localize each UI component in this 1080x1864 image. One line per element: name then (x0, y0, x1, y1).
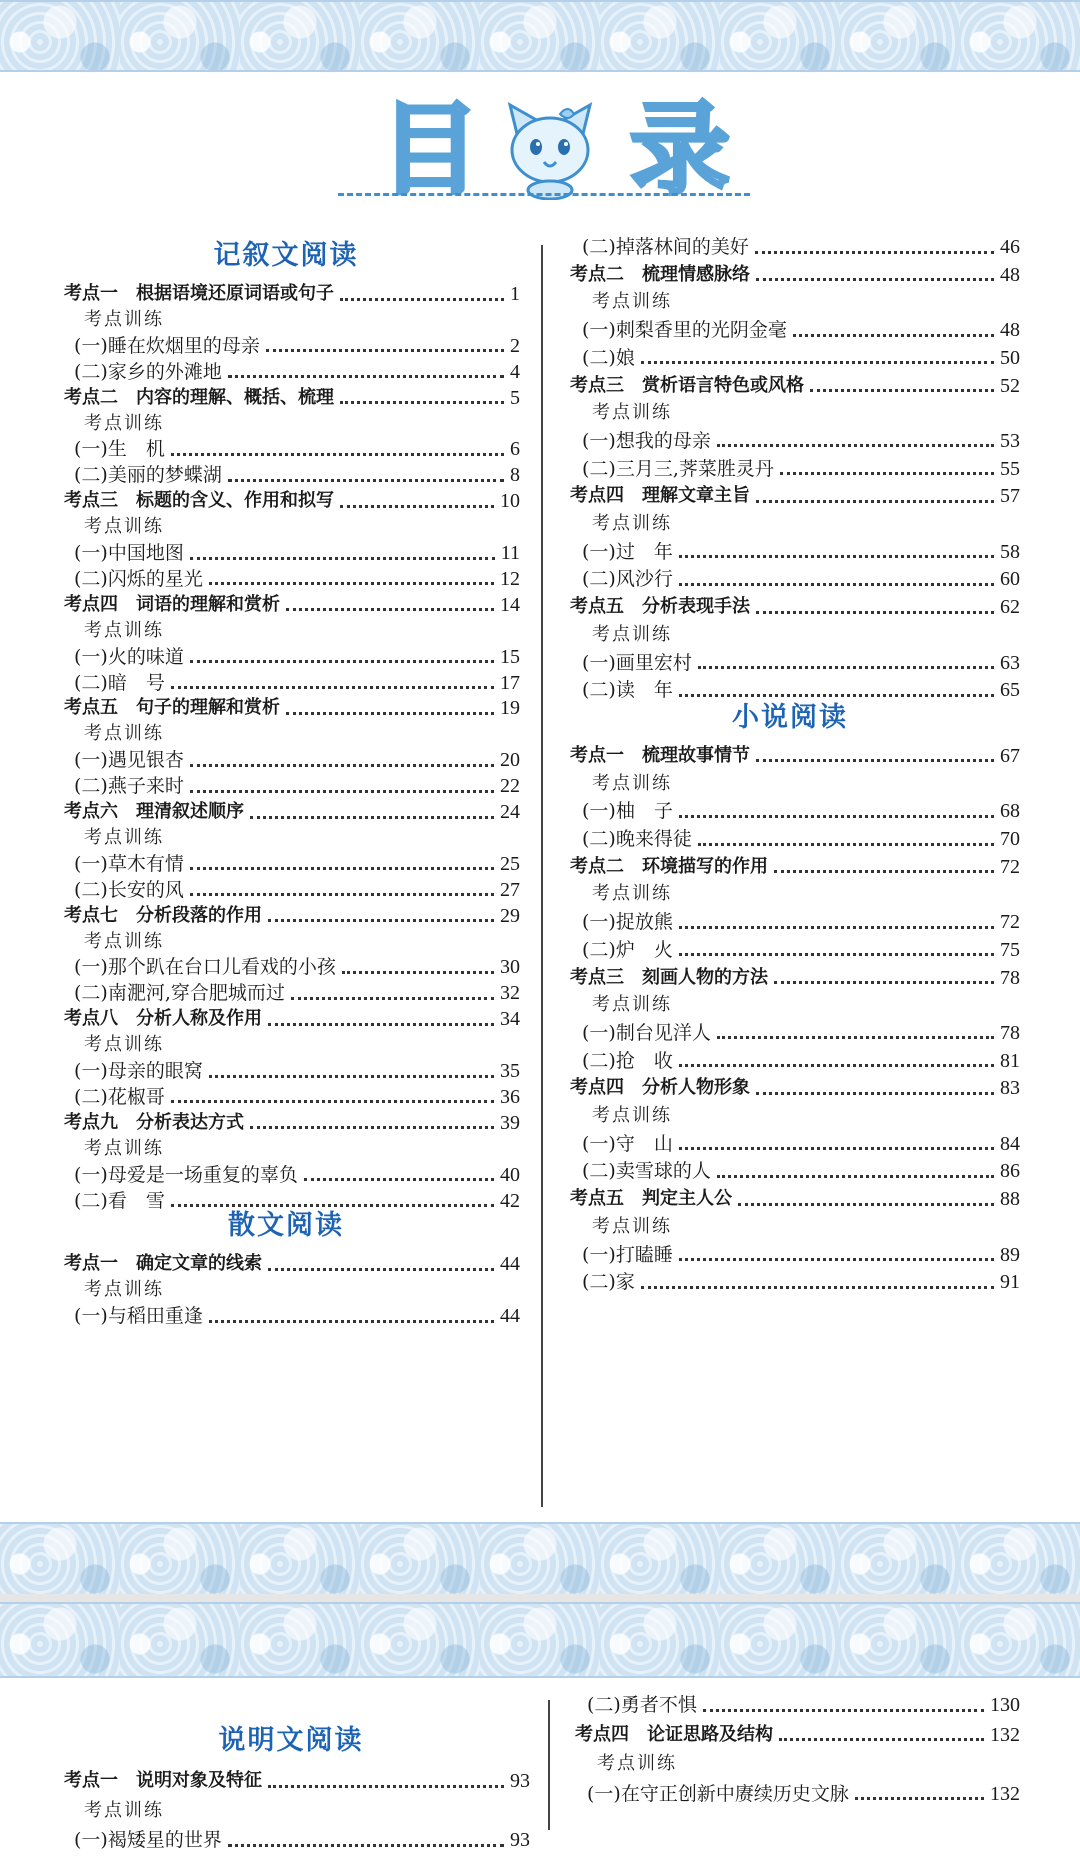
toc-entry-title: 考点五 分析表现手法 (570, 596, 750, 618)
toc-entry-title: (一)画里宏村 (582, 651, 692, 674)
toc-entry-title: 考点训练 (84, 308, 164, 330)
toc-entry-title: 考点三 标题的含义、作用和拟写 (64, 490, 334, 512)
toc-entry-title: (一)母亲的眼窝 (74, 1060, 203, 1082)
toc-entry-title: 考点六 理清叙述顺序 (64, 801, 244, 822)
toc-entry-title: (一)捉放熊 (582, 911, 673, 934)
toc-page-number: 2 (510, 334, 520, 357)
toc-entry-title: 考点训练 (592, 1105, 672, 1126)
section-heading: 散文阅读 (228, 1210, 344, 1242)
toc-page-number: 5 (510, 386, 520, 409)
dot-leader (171, 1098, 494, 1103)
section-heading: 小说阅读 (732, 701, 848, 733)
toc-page-number: 63 (1000, 651, 1020, 674)
dot-leader (171, 684, 494, 689)
dot-leader (268, 917, 494, 922)
toc-entry-title: (一)刺梨香里的光阴金毫 (582, 319, 787, 342)
toc-entry-title: (二)三月三,荠菜胜灵丹 (582, 457, 774, 480)
toc-entry-title: 考点九 分析表达方式 (64, 1111, 244, 1133)
title-char-lu: 录 (630, 91, 730, 208)
toc-page-number: 32 (500, 982, 520, 1005)
toc-entry-title: 考点训练 (592, 994, 672, 1016)
toc-page-number: 52 (1000, 374, 1020, 397)
toc-page-number: 36 (500, 1085, 520, 1108)
dot-leader (679, 553, 994, 558)
dot-leader (286, 710, 494, 715)
dot-leader (717, 442, 994, 447)
toc-page-number: 34 (500, 1008, 520, 1031)
dot-leader (190, 762, 494, 767)
toc-entry-title: (一)想我的母亲 (582, 429, 711, 452)
toc-entry-title: 考点训练 (84, 516, 164, 538)
dot-leader (679, 924, 994, 929)
toc-page-number: 89 (1000, 1243, 1020, 1266)
toc-entry-title: (一)过 年 (582, 540, 673, 563)
toc-entry[interactable] (74, 1299, 520, 1333)
toc-entry-title: (二)娘 (582, 346, 635, 369)
toc-entry-title: 考点训练 (84, 412, 164, 434)
toc-page-number: 83 (1000, 1077, 1020, 1100)
toc-entry-title: 考点训练 (592, 623, 672, 645)
toc-page-number: 81 (1000, 1049, 1020, 1072)
toc-entry-title: (二)掉落林间的美好 (582, 236, 749, 258)
title-dash-underline (338, 193, 750, 196)
toc-entry-title: 考点训练 (592, 772, 672, 794)
toc-page-number: 57 (1000, 485, 1020, 508)
toc-entry-title: 考点二 环境描写的作用 (570, 855, 768, 877)
second-page-band (0, 1602, 1080, 1678)
toc-page-number: 65 (1000, 679, 1020, 702)
bottom-decorative-band (0, 1522, 1080, 1596)
toc-page-number: 20 (500, 749, 520, 772)
toc-page-number: 12 (500, 567, 520, 590)
toc-entry[interactable] (582, 1265, 1020, 1299)
column-divider (541, 245, 543, 1507)
toc-page-number: 39 (500, 1111, 520, 1134)
toc-entry[interactable] (74, 1823, 530, 1857)
toc-entry-title: (二)长安的风 (74, 878, 184, 901)
toc-page-number: 88 (1000, 1188, 1020, 1211)
toc-page-number: 44 (500, 1305, 520, 1328)
dot-leader (717, 1173, 994, 1178)
toc-page-number: 11 (500, 542, 520, 564)
toc-entry-title: 考点训练 (84, 619, 164, 641)
toc-entry-title: (一)与稻田重逢 (74, 1305, 203, 1328)
toc-page-number: 70 (1000, 828, 1020, 850)
dot-leader (342, 969, 494, 974)
toc-page-number: 68 (1000, 800, 1020, 823)
toc-page-number: 17 (500, 671, 520, 694)
dot-leader (209, 580, 494, 585)
toc-page-number: 62 (1000, 596, 1020, 619)
toc-page-number: 25 (500, 852, 520, 875)
toc-page-number: 55 (1000, 457, 1020, 480)
toc-entry-title: 考点训练 (84, 1279, 164, 1301)
toc-page-number: 86 (1000, 1160, 1020, 1183)
dot-leader (779, 1736, 984, 1741)
toc-entry-title: 考点四 分析人物形象 (570, 1077, 750, 1099)
toc-page-number: 130 (990, 1694, 1020, 1716)
toc-page-number: 19 (500, 697, 520, 720)
toc-entry-title: (二)燕子来时 (74, 775, 184, 798)
toc-entry-title: 考点三 赏析语言特色或风格 (570, 374, 804, 396)
dot-leader (679, 1145, 994, 1150)
dot-leader (756, 757, 994, 762)
toc-entry-title: (一)睡在炊烟里的母亲 (74, 334, 260, 357)
dot-leader (268, 1266, 494, 1271)
toc-entry-title: (一)在守正创新中赓续历史文脉 (587, 1782, 849, 1805)
toc-entry-title: 考点一 说明对象及特征 (64, 1770, 262, 1791)
dot-leader (190, 555, 495, 560)
page2-column-divider (548, 1700, 550, 1830)
toc-entry-title: (二)美丽的梦蝶湖 (74, 464, 222, 487)
dot-leader (171, 451, 504, 456)
cat-mascot-icon (500, 100, 600, 200)
toc-page-number: 27 (500, 878, 520, 901)
dot-leader (286, 606, 494, 611)
dot-leader (679, 581, 994, 586)
toc-entry-title: 考点八 分析人称及作用 (64, 1008, 262, 1030)
dot-leader (340, 399, 504, 404)
toc-entry-title: 考点五 判定主人公 (570, 1188, 732, 1210)
dot-leader (698, 664, 994, 669)
page-separator (0, 1594, 1080, 1602)
toc-entry-title: (二)闪烁的星光 (74, 567, 203, 590)
toc-entry-title: (二)读 年 (582, 679, 673, 702)
toc-page-number: 4 (510, 360, 520, 383)
dot-leader (268, 1021, 494, 1026)
toc-entry-title: (一)遇见银杏 (74, 749, 184, 772)
toc-page-number: 53 (1000, 429, 1020, 452)
toc-page-number: 6 (510, 438, 520, 461)
toc-entry-title: 考点一 确定文章的线索 (64, 1253, 262, 1275)
toc-page-number: 48 (1000, 263, 1020, 286)
toc-page-number: 132 (990, 1723, 1020, 1746)
toc-page-number: 15 (500, 645, 520, 668)
toc-entry-title: 考点训练 (592, 1215, 672, 1237)
section-heading: 记叙文阅读 (213, 240, 359, 271)
section-heading: 说明文阅读 (218, 1725, 364, 1756)
toc-entry-title: (一)守 山 (582, 1132, 673, 1155)
toc-page-number: 35 (500, 1060, 520, 1082)
toc-page-number: 14 (500, 593, 520, 616)
toc-entry-title: 考点三 刻画人物的方法 (570, 966, 768, 988)
title-char-mu: 目 (380, 91, 480, 208)
toc-entry[interactable] (587, 1777, 1020, 1811)
dot-leader (698, 841, 994, 846)
toc-entry-title: 考点训练 (84, 1137, 164, 1159)
toc-page-number: 40 (500, 1163, 520, 1186)
dot-leader (190, 658, 494, 663)
dot-leader (190, 788, 494, 793)
toc-entry-title: (一)火的味道 (74, 645, 184, 668)
toc-page-number: 78 (1000, 1021, 1020, 1044)
toc-page-number: 93 (510, 1829, 530, 1851)
dot-leader (774, 868, 994, 873)
toc-entry-title: (一)那个趴在台口儿看戏的小孩 (74, 956, 336, 979)
toc-page-number: 58 (1000, 540, 1020, 563)
toc-entry-title: 考点训练 (84, 723, 164, 745)
dot-leader (250, 814, 494, 819)
dot-leader (679, 813, 994, 818)
toc-page-number: 46 (1000, 236, 1020, 258)
toc-entry-title: 考点训练 (592, 291, 672, 313)
toc-entry-title: (一)褐矮星的世界 (74, 1829, 222, 1851)
dot-leader (268, 1783, 504, 1788)
dot-leader (228, 477, 504, 482)
toc-page-number: 42 (500, 1189, 520, 1212)
dot-leader (190, 865, 494, 870)
toc-entry-title: (二)家 (582, 1271, 635, 1294)
toc-page-number: 91 (1000, 1271, 1020, 1294)
dot-leader (641, 1284, 994, 1289)
toc-page-number: 72 (1000, 855, 1020, 878)
dot-leader (250, 1124, 494, 1129)
toc-page-number: 67 (1000, 744, 1020, 767)
dot-leader (756, 498, 994, 503)
toc-entry-title: (二)花椒哥 (74, 1085, 165, 1108)
dot-leader (209, 1318, 494, 1323)
dot-leader (291, 995, 494, 1000)
toc-entry-title: 考点四 理解文章主旨 (570, 485, 750, 507)
dot-leader (304, 1176, 494, 1181)
dot-leader (340, 296, 504, 301)
toc-entry-title: (一)母爱是一场重复的辜负 (74, 1163, 298, 1186)
dot-leader (190, 891, 494, 896)
toc-entry-title: 考点训练 (592, 883, 672, 905)
dot-leader (703, 1707, 984, 1712)
dot-leader (228, 1842, 504, 1847)
toc-page-number: 72 (1000, 911, 1020, 934)
toc-entry-title: 考点训练 (84, 930, 164, 952)
toc-page-number: 24 (500, 801, 520, 823)
toc-entry-title: 考点训练 (592, 402, 672, 424)
toc-entry-title: 考点训练 (597, 1753, 677, 1774)
toc-entry-title: (一)柚 子 (582, 800, 673, 823)
toc-page-number: 84 (1000, 1132, 1020, 1155)
toc-entry-title: 考点二 梳理情感脉络 (570, 263, 750, 285)
toc-entry-title: (二)家乡的外滩地 (74, 360, 222, 383)
toc-page-number: 78 (1000, 966, 1020, 989)
toc-entry-title: (一)生 机 (74, 438, 165, 461)
toc-entry-title: (二)抢 收 (582, 1049, 673, 1072)
toc-page-number: 93 (510, 1770, 530, 1792)
toc-entry-title: (二)炉 火 (582, 938, 673, 961)
toc-page-number: 75 (1000, 938, 1020, 961)
dot-leader (793, 332, 994, 337)
dot-leader (780, 470, 994, 475)
dot-leader (738, 1201, 994, 1206)
dot-leader (679, 692, 994, 697)
toc-page-number: 1 (510, 283, 520, 305)
dot-leader (679, 1062, 994, 1067)
toc-page-number: 132 (990, 1782, 1020, 1805)
toc-page-number: 8 (510, 464, 520, 487)
toc-entry-title: 考点七 分析段落的作用 (64, 904, 262, 926)
toc-entry-title: 考点四 论证思路及结构 (575, 1723, 773, 1745)
toc-page-number: 48 (1000, 319, 1020, 342)
toc-entry-title: (二)南淝河,穿合肥城而过 (74, 982, 285, 1005)
toc-entry-title: (二)卖雪球的人 (582, 1160, 711, 1183)
dot-leader (266, 347, 504, 352)
dot-leader (641, 359, 994, 364)
toc-entry-title: (二)看 雪 (74, 1189, 165, 1212)
toc-page-number: 44 (500, 1253, 520, 1276)
dot-leader (340, 503, 494, 508)
toc-page-number: 29 (500, 904, 520, 927)
toc-entry-title: (二)暗 号 (74, 671, 165, 694)
toc-entry-title: 考点五 句子的理解和赏析 (64, 697, 280, 719)
dot-leader (209, 1073, 494, 1078)
toc-entry-title: (二)风沙行 (582, 568, 673, 591)
toc-entry-title: 考点训练 (84, 1799, 164, 1821)
toc-entry-title: (二)勇者不惧 (587, 1694, 697, 1716)
toc-entry-title: (一)中国地图 (74, 542, 184, 564)
toc-entry-title: (二)晚来得徒 (582, 828, 692, 850)
toc-entry-title: 考点训练 (84, 826, 164, 848)
toc-page-number: 50 (1000, 346, 1020, 369)
toc-page-number: 22 (500, 775, 520, 798)
dot-leader (756, 609, 994, 614)
toc-page-number: 60 (1000, 568, 1020, 591)
toc-page-number: 10 (500, 490, 520, 513)
toc-entry-title: (一)打瞌睡 (582, 1243, 673, 1266)
toc-entry-title: 考点四 词语的理解和赏析 (64, 593, 280, 615)
dot-leader (717, 1034, 994, 1039)
toc-entry-title: 考点一 梳理故事情节 (570, 744, 750, 766)
top-decorative-band (0, 0, 1080, 72)
dot-leader (679, 1256, 994, 1261)
toc-entry-title: 考点二 内容的理解、概括、梳理 (64, 386, 334, 408)
toc-entry-title: 考点训练 (592, 513, 672, 534)
dot-leader (756, 276, 994, 281)
dot-leader (755, 249, 994, 254)
toc-entry-title: 考点训练 (84, 1034, 164, 1056)
dot-leader (756, 1090, 994, 1095)
dot-leader (774, 979, 994, 984)
dot-leader (679, 951, 994, 956)
dot-leader (228, 373, 504, 378)
dot-leader (810, 387, 994, 392)
toc-entry-title: 考点一 根据语境还原词语或句子 (64, 283, 334, 304)
toc-page-number: 30 (500, 956, 520, 979)
toc-entry-title: (一)草木有情 (74, 852, 184, 875)
dot-leader (855, 1795, 984, 1800)
toc-title (0, 91, 1080, 208)
toc-entry-title: (一)制台见洋人 (582, 1021, 711, 1044)
